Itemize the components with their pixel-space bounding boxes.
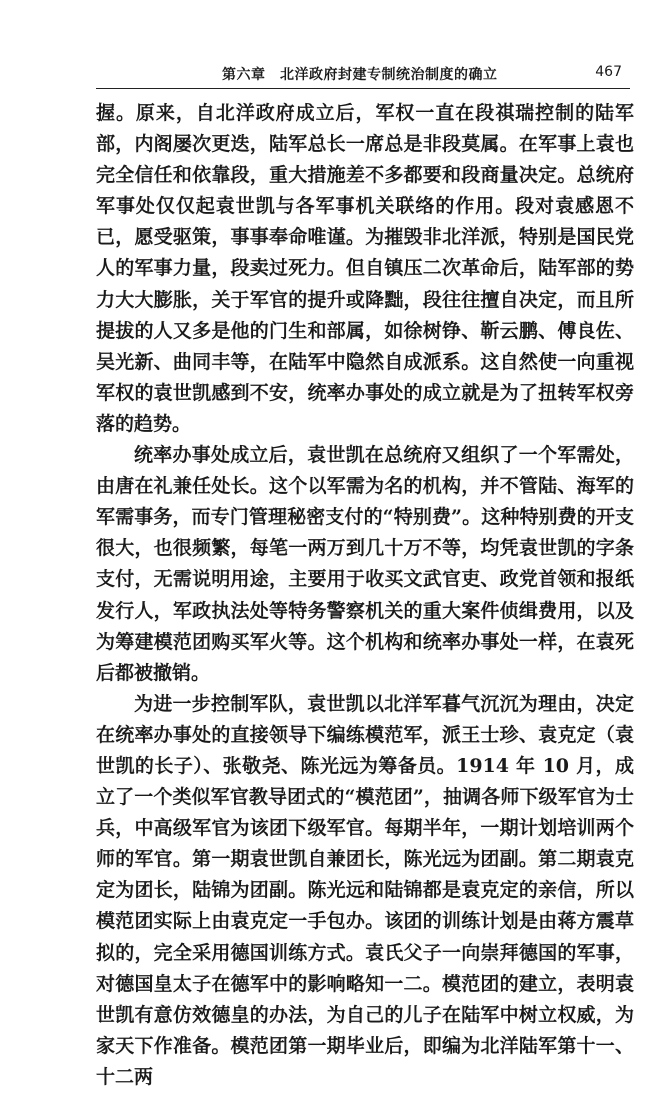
- body-text: [96, 98, 634, 1093]
- running-header: [96, 62, 626, 86]
- header-rule: [96, 88, 630, 89]
- paragraph-2: 统率办事处成立后，袁世凯在总统府又组织了一个军需处，由唐在礼兼任处长。这个以军需为名的机构，并不管陆、海军的军需事务，而专门管理秘密支付的“特别费”。这种特别费的开支很大，也很频繁，每笔一两万到几十万不等，均凭袁世凯的字条支付，无需说明用途，主要用于收买文武官吏、政党首领和报纸发行人，军政执法处等特务警察机关的重大案件侦缉费用，以及为筹建模范团购买军火等。这个机构和统率办事处一样，在袁死后都被撤销。: [96, 444, 634, 684]
- page-number: 467: [595, 64, 622, 80]
- paragraph-1: 握。原来，自北洋政府成立后，军权一直在段祺瑞控制的陆军部，内阁屡次更迭，陆军总长一席总是非段莫属。在军事上袁也完全信任和依靠段，重大措施差不多都要和段商量决定。总统府军事处仅仅起袁世凯与各军事机关联络的作用。段对袁感恩不已，愿受驱策，事事奉命唯谨。为摧毁非北洋派，特别是国民党人的军事力量，段卖过死力。但自镇压二次革命后，陆军部的势力大大膨胀，关于军官的提升或降黜，段往往擅自决定，而且所提拔的人又多是他的门生和部属，如徐树铮、靳云鹏、傅良佐、吴光新、曲同丰等，在陆军中隐然自成派系。这自然使一向重视军权的袁世凯感到不安，统率办事处的成立就是为了扭转军权旁落的趋势。: [96, 102, 634, 435]
- chapter-title: 第六章 北洋政府封建专制统治制度的确立: [222, 67, 498, 83]
- paragraph-3: 为进一步控制军队，袁世凯以北洋军暮气沉沉为理由，决定在统率办事处的直接领导下编练模范军，派王士珍、袁克定（袁世凯的长子）、张敬尧、陈光远为筹备员。1914 年 10 月，成立了一个类似军官教导团式的“模范团”，抽调各师下级军官为士兵，中高级军官为该团下级军官。每期半年，一期计划培训两个师的军官。第一期袁世凯自兼团长，陈光远为团副。第二期袁克定为团长，陆锦为团副。陈光远和陆锦都是袁克定的亲信，所以模范团实际上由袁克定一手包办。该团的训练计划是由蒋方震草拟的，完全采用德国训练方式。袁氏父子一向崇拜德国的军事，对德国皇太子在德军中的影响略知一二。模范团的建立，表明袁世凯有意仿效德皇的办法，为自己的儿子在陆军中树立权威，为家天下作准备。模范团第一期毕业后，即编为北洋陆军第十一、十二两: [96, 692, 634, 1088]
